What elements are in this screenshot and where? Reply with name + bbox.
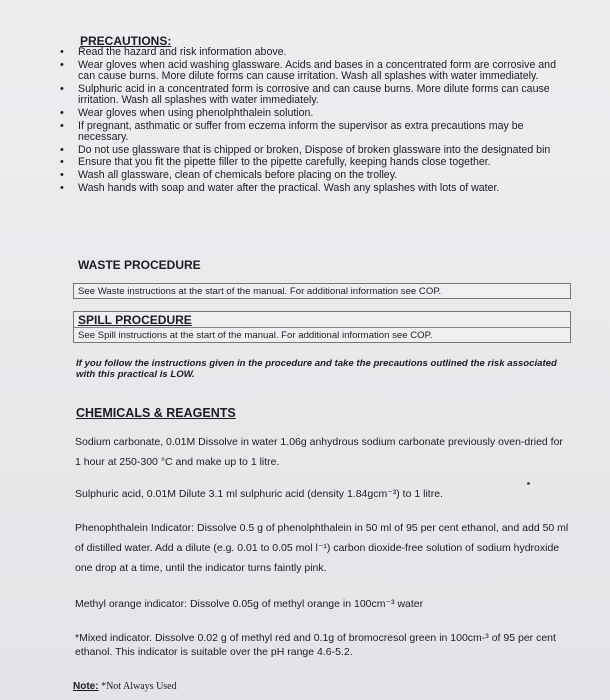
precaution-item: • If pregnant, asthmatic or suffer from eczema inform the supervisor as extra precautions may be necessary. bbox=[78, 121, 562, 144]
spill-procedure-text: See Spill instructions at the start of the manual. For additional information see COP. bbox=[78, 330, 433, 341]
methyl-orange-paragraph: Methyl orange indicator: Dissolve 0.05g of methyl orange in 100cm⁻³ water bbox=[75, 598, 424, 610]
precaution-item: • Sulphuric acid in a concentrated form is corrosive and can cause burns. More dilute forms can cause irritation. Wash all splashes with water immediately. bbox=[78, 84, 562, 107]
footnote-label: Note: bbox=[73, 681, 99, 692]
sulphuric-acid-paragraph: Sulphuric acid, 0.01M Dilute 3.1 ml sulphuric acid (density 1.84gcm⁻³) to 1 litre. bbox=[75, 488, 443, 500]
precaution-item: • Do not use glassware that is chipped or broken, Dispose of broken glassware into the designated bin bbox=[78, 145, 562, 157]
chemicals-title: CHEMICALS & REAGENTS bbox=[76, 406, 236, 420]
precautions-list bbox=[78, 47, 562, 195]
waste-procedure-text: See Waste instructions at the start of the manual. For additional information see COP. bbox=[78, 286, 442, 297]
waste-procedure-box bbox=[73, 283, 571, 299]
waste-procedure-title: WASTE PROCEDURE bbox=[78, 258, 201, 272]
speck-mark bbox=[527, 482, 530, 485]
precaution-item: • Ensure that you fit the pipette filler to the pipette carefully, keeping hands close together. bbox=[78, 157, 562, 169]
risk-statement: If you follow the instructions given in the procedure and take the precautions outlined the risk associated with this practical is LOW. bbox=[76, 358, 557, 380]
precautions-title: PRECAUTIONS: bbox=[80, 34, 172, 48]
sodium-carbonate-paragraph: Sodium carbonate, 0.01M Dissolve in water 1.06g anhydrous sodium carbonate previously oven-dried for 1 hour at 250-300 °C and make up to 1 litre. bbox=[75, 436, 563, 468]
precaution-item: • Read the hazard and risk information above. bbox=[78, 47, 562, 59]
footnote-text: *Not Always Used bbox=[98, 681, 177, 692]
precaution-item: • Wear gloves when acid washing glassware. Acids and bases in a concentrated form are corrosive and can cause burns. More dilute forms can cause irritation. Wash all splashes with water immediately. bbox=[78, 60, 562, 83]
spill-procedure-box bbox=[73, 311, 571, 343]
spill-procedure-title: SPILL PROCEDURE bbox=[74, 312, 570, 328]
mixed-indicator-paragraph: *Mixed indicator. Dissolve 0.02 g of methyl red and 0.1g of bromocresol green in 100cm-³ of 95 per cent ethanol. This indicator is suitable over the pH range 4.6-5.2. bbox=[75, 632, 556, 658]
precaution-item: • Wash hands with soap and water after the practical. Wash any splashes with lots of water. bbox=[78, 183, 562, 195]
footnote bbox=[73, 681, 177, 692]
precaution-item: • Wash all glassware, clean of chemicals before placing on the trolley. bbox=[78, 170, 562, 182]
precaution-item: • Wear gloves when using phenolphthalein solution. bbox=[78, 108, 562, 120]
phenolphthalein-paragraph: Phenophthalein Indicator: Dissolve 0.5 g of phenolphthalein in 50 ml of 95 per cent ethanol, and add 50 ml of distilled water. Add a dilute (e.g. 0.01 to 0.05 mol l⁻¹) carbon dioxide-free solution of sodium hydroxide one drop at a time, until the indicator turns faintly pink. bbox=[75, 522, 569, 574]
